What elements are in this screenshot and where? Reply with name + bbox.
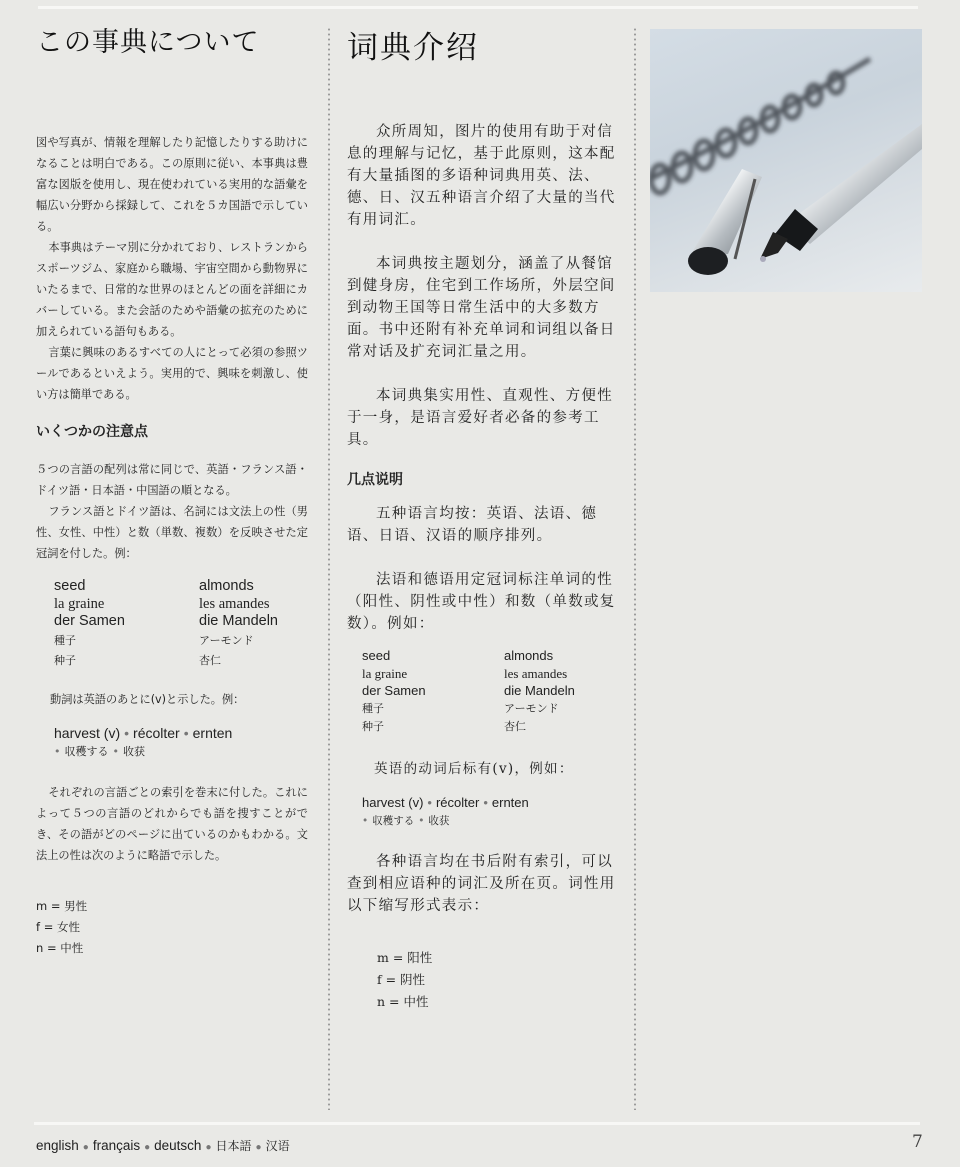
verb-en: harvest (v) [362,794,424,810]
bullet-icon: ● [205,1142,212,1153]
page-number: 7 [912,1132,923,1152]
example-seed-column [362,647,504,736]
example-ja: アーモンド [504,701,559,715]
chinese-notes-heading: 几点说明 [347,472,403,488]
example-zh: 杏仁 [504,719,526,733]
example-fr: la graine [54,595,105,612]
example-en: seed [54,578,86,594]
footer-lang-french: français [92,1138,141,1153]
chinese-verb-note: 英语的动词后标有(v)，例如： [374,760,574,777]
chinese-gender-list [377,947,619,1013]
verb-ja: 収穫する [64,744,109,758]
japanese-title: この事典について [36,27,260,58]
chinese-column [347,22,619,1013]
chinese-example-grid [362,647,619,736]
chinese-intro-3: 本词典集实用性、直观性、方便性于一身，是语言爱好者必备的参考工具。 [347,388,613,448]
japanese-notes-heading: いくつかの注意点 [36,424,148,440]
example-de: der Samen [54,613,125,629]
japanese-intro-1: 図や写真が、情報を理解したり記憶したりする助けになることは明白である。この原則に従い、本事典は豊富な図版を使用し、現在使われている実用的な語彙を幅広い分野から採録して、これを５カ国語で示している。 [36,136,308,233]
example-fr: les amandes [199,595,270,612]
example-en: almonds [504,648,554,663]
chinese-note-2: 法语和德语用定冠词标注单词的性（阳性、阴性或中性）和数（单数或复数）。例如： [347,572,616,632]
bullet-icon: ● [255,1142,262,1153]
chinese-title: 词典介绍 [347,30,479,66]
pen-and-notebook-photo [650,29,922,292]
example-de: die Mandeln [504,683,575,698]
footer-language-list [36,1137,290,1154]
example-ja: アーモンド [199,633,254,647]
example-ja: 種子 [54,633,76,647]
japanese-verb-example: harvest (v) • récolter • ernten • 収穫する • 收获 [54,724,233,758]
example-zh: 种子 [362,719,384,733]
chinese-verb-example: harvest (v) • récolter • ernten • 収穫する • 收获 [362,794,529,827]
top-rule [38,6,918,9]
bottom-rule [34,1122,920,1125]
chinese-index-note: 各种语言均在书后附有索引，可以查到相应语种的词汇及所在页。词性用以下缩写形式表示： [347,853,616,914]
example-zh: 种子 [54,653,76,667]
chinese-gender-m: m = 阳性 [377,949,433,965]
japanese-column [36,20,308,959]
chinese-note-1: 五种语言均按：英语、法语、德语、日语、汉语的顺序排列。 [347,506,598,544]
example-zh: 杏仁 [199,653,221,667]
japanese-intro-2: 本事典はテーマ別に分かれており、レストランからスポーツジム、家庭から職場、宇宙空間から動物界にいたるまで、日常的な世界のほとんどの面を詳細にカバーしている。また会話のためや語彙の拡充のために加えられている語句もある。 [36,241,308,338]
footer-lang-chinese: 汉语 [265,1139,290,1153]
example-seed-column [54,578,199,671]
example-ja: 種子 [362,701,384,715]
example-de: die Mandeln [199,613,278,629]
verb-zh: 收获 [123,744,145,758]
column-divider-left [328,27,330,1110]
japanese-gender-f: f = 女性 [36,919,80,934]
pen-illustration-icon [650,29,922,292]
column-divider-right [634,27,636,1110]
verb-en: harvest (v) [54,724,121,741]
example-almonds-column [199,578,344,671]
japanese-index-note: それぞれの言語ごとの索引を巻末に付した。これによって５つの言語のどれからでも語を捜すことができ、その語がどのページに出ているのかもわかる。文法上の性は次のように略語で示した。 [36,785,308,862]
footer-lang-japanese: 日本語 [215,1139,252,1153]
example-fr: les amandes [504,665,568,681]
bullet-icon: ● [144,1142,151,1153]
example-en: seed [362,648,391,663]
chinese-gender-n: n = 中性 [377,993,429,1009]
example-almonds-column [504,647,646,736]
japanese-gender-m: m = 男性 [36,898,88,913]
bullet-icon: ● [82,1142,89,1153]
verb-zh: 收获 [428,814,450,827]
japanese-note-2: フランス語とドイツ語は、名詞には文法上の性（男性、女性、中性）と数（単数、複数）を反映させた定冠詞を付した。例： [36,505,308,560]
example-fr: la graine [362,665,408,681]
example-en: almonds [199,578,254,594]
verb-de: ernten [491,794,529,810]
footer-lang-english: english [36,1138,79,1153]
japanese-intro-3: 言葉に興味のあるすべての人にとって必須の参照ツールであるといえよう。実用的で、興味を刺激し、使い方は簡単である。 [36,346,308,401]
japanese-note-1: ５つの言語の配列は常に同じで、英語・フランス語・ドイツ語・日本語・中国語の順となる。 [36,463,308,497]
chinese-gender-f: f = 阴性 [377,971,426,987]
chinese-intro-2: 本词典按主题划分，涵盖了从餐馆到健身房，住宅到工作场所，外层空间到动物王国等日常生活中的大多数方面。书中还附有补充单词和词组以备日常对话及扩充词汇量之用。 [347,256,616,360]
japanese-gender-n: n = 中性 [36,940,84,955]
example-de: der Samen [362,683,426,698]
verb-ja: 収穫する [372,814,415,827]
verb-fr: récolter [435,794,480,810]
verb-de: ernten [192,724,233,741]
footer-lang-german: deutsch [154,1138,202,1153]
japanese-example-grid [54,578,308,671]
verb-fr: récolter [133,724,180,741]
japanese-verb-note: 動詞は英語のあとに(v)と示した。例： [50,692,245,706]
chinese-intro-1: 众所周知，图片的使用有助于对信息的理解与记忆，基于此原则，这本配有大量插图的多语种词典用英、法、德、日、汉五种语言介绍了大量的当代有用词汇。 [347,124,616,228]
